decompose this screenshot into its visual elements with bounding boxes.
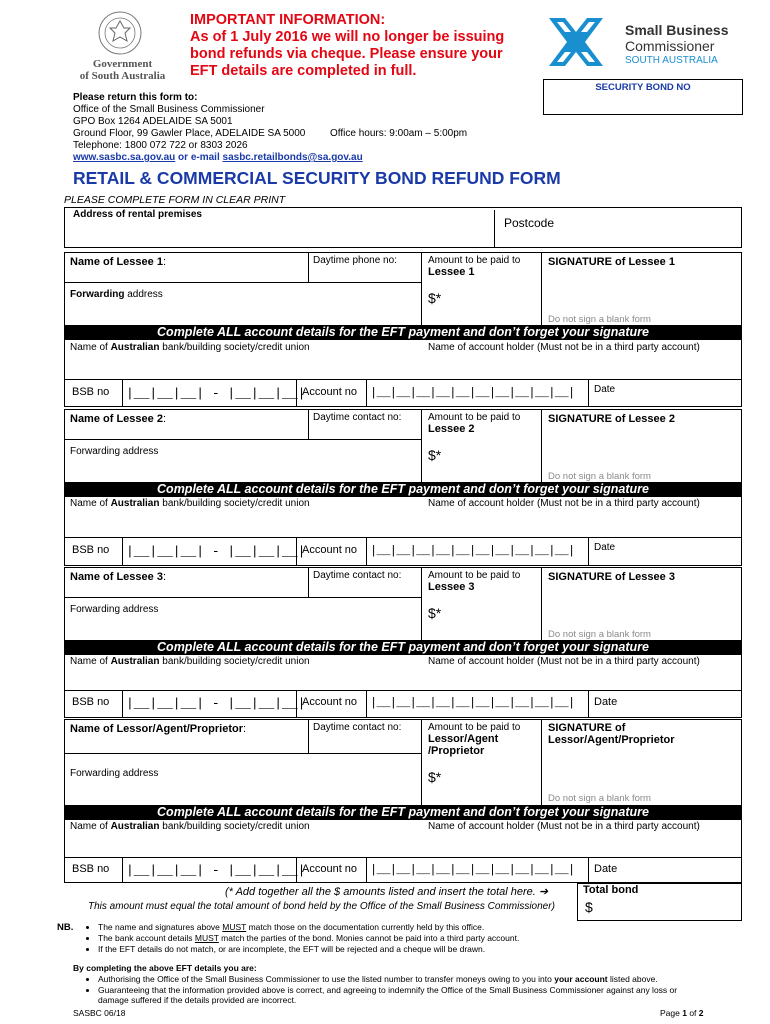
divider (421, 252, 422, 325)
t: MUST (194, 933, 219, 943)
lessor-bsb-label: BSB no (72, 863, 110, 875)
total-note: This amount must equal the total amount of bond held by the Office of the Small Business Commissioner) (88, 901, 555, 912)
lessee1-name-text: Name of Lessee 1 (70, 256, 163, 268)
return-line2: GPO Box 1264 ADELAIDE SA 5001 (73, 116, 233, 127)
consent-item-2: • Guaranteeing that the information provided above is correct, and agreeing to indemnify the Office of the Small Business Commissioner against any loss or damage suffered if the details provided are incorrect. (98, 985, 704, 1006)
government-logo (70, 10, 170, 84)
lessee1-date-label[interactable]: Date (594, 384, 616, 395)
t: Name of (70, 342, 111, 353)
t: of (686, 1008, 699, 1018)
lessee1-holder-label[interactable]: Name of account holder (Must not be in a third party account) (428, 342, 700, 353)
nb-item-3: • If the EFT details do not match, or are incomplete, the EFT will be rejected and a cheque will be drawn. (98, 944, 724, 955)
lessee2-account-field[interactable]: |__|__|__|__|__|__|__|__|__|__| (370, 544, 575, 558)
lessee2-name-label[interactable] (70, 413, 166, 425)
lessee2-blank-warning: Do not sign a blank form (548, 471, 651, 482)
t: bank/building society/credit union (159, 821, 310, 832)
form-title: RETAIL & COMMERCIAL SECURITY BOND REFUND FORM (73, 168, 561, 188)
total-instruction: (* Add together all the $ amounts listed and insert the total here. ➔ (225, 886, 549, 898)
premises-divider (494, 210, 495, 248)
t: Name of (70, 656, 111, 667)
or-email-text: or e-mail (175, 152, 223, 163)
lessee1-amount-field[interactable]: $* (428, 290, 442, 306)
divider (366, 537, 367, 566)
sbc-line3: SOUTH AUSTRALIA (625, 55, 718, 66)
divider (64, 379, 742, 380)
postcode-label: Postcode (504, 216, 555, 230)
lessee3-bank-label[interactable] (70, 656, 310, 667)
important-line3: EFT details are completed in full. (190, 63, 417, 79)
colon: : (162, 413, 166, 425)
office-hours: Office hours: 9:00am – 5:00pm (330, 128, 468, 139)
t: The name and signatures above (98, 922, 223, 932)
lessee1-amount-to: Lessee 1 (428, 266, 475, 278)
lessee3-eft-banner: Complete ALL account details for the EFT payment and don’t forget your signature (64, 640, 742, 655)
return-line1: Office of the Small Business Commissioner (73, 104, 265, 115)
t: 2 (698, 1008, 704, 1018)
lessee1-signature-label[interactable]: SIGNATURE of Lessee 1 (548, 256, 675, 268)
lessee3-date-label[interactable]: Date (594, 696, 618, 708)
divider (122, 537, 123, 566)
t: 1 (682, 1008, 687, 1018)
sbc-logo-icon (545, 14, 607, 70)
important-title: IMPORTANT INFORMATION: (190, 12, 386, 28)
lessee1-account-label: Account no (302, 386, 358, 398)
lessee2-bsb-label: BSB no (72, 544, 110, 556)
lessee3-amount-label: Amount to be paid to (428, 570, 521, 581)
divider (588, 857, 589, 883)
gov-logo-line1: Government (92, 58, 153, 70)
lessee2-amount-to: Lessee 2 (428, 423, 475, 435)
lessee2-forwarding-label[interactable]: Forwarding address (70, 446, 159, 457)
forwarding-rest: address (124, 289, 163, 300)
website-link[interactable]: www.sasbc.sa.gov.au (73, 152, 176, 163)
lessor-amount-label: Amount to be paid to (428, 722, 521, 733)
divider (64, 753, 421, 754)
form-code: SASBC 06/18 (73, 1008, 126, 1018)
seal-icon (96, 10, 144, 56)
lessee2-contact-label[interactable]: Daytime contact no: (313, 412, 402, 423)
lessee2-signature-label[interactable]: SIGNATURE of Lessee 2 (548, 413, 675, 425)
colon: : (162, 571, 166, 583)
lessee2-bank-label[interactable] (70, 498, 310, 509)
total-bond-label: Total bond (583, 884, 639, 896)
t: Australian (110, 498, 160, 509)
email-link[interactable]: sasbc.retailbonds@sa.gov.au (222, 152, 363, 163)
lessor-bsb-field[interactable]: |__|__|__| - |__|__|__| (126, 863, 306, 878)
lessor-forwarding-label[interactable]: Forwarding address (70, 768, 159, 779)
lessor-amount-to-2: /Proprietor (428, 745, 485, 757)
lessee2-name-text: Name of Lessee 2 (70, 413, 163, 425)
divider (122, 690, 123, 718)
divider (64, 597, 421, 598)
lessee2-eft-banner: Complete ALL account details for the EFT payment and don’t forget your signature (64, 482, 742, 497)
important-line1: As of 1 July 2016 we will no longer be issuing (190, 29, 505, 45)
divider (64, 282, 421, 283)
lessee3-amount-to: Lessee 3 (428, 581, 475, 593)
t: match those on the documentation currently held by this office. (246, 922, 485, 932)
lessee3-signature-label[interactable]: SIGNATURE of Lessee 3 (548, 571, 675, 583)
nb-label: NB. (57, 922, 74, 933)
t: Australian (110, 342, 160, 353)
lessor-signature-label-2[interactable]: Lessor/Agent/Proprietor (548, 734, 675, 746)
divider (588, 537, 589, 566)
lessee2-account-label: Account no (302, 544, 358, 556)
lessee3-name-label[interactable] (70, 571, 166, 583)
t: Australian (110, 656, 160, 667)
t: The bank account details (98, 933, 195, 943)
lessee1-phone-label[interactable]: Daytime phone no: (313, 255, 397, 266)
lessee2-date-label[interactable]: Date (594, 542, 616, 553)
lessee1-blank-warning: Do not sign a blank form (548, 314, 651, 325)
return-web-line (73, 152, 363, 163)
lessee2-bsb-field[interactable]: |__|__|__| - |__|__|__| (126, 544, 306, 559)
divider (122, 857, 123, 883)
consent-heading: By completing the above EFT details you are: (73, 963, 257, 973)
colon: : (162, 256, 166, 268)
lessee2-amount-label: Amount to be paid to (428, 412, 521, 423)
t: your account (554, 974, 608, 984)
lessee3-forwarding-label[interactable]: Forwarding address (70, 604, 159, 615)
divider (541, 719, 542, 805)
lessor-name-label[interactable] (70, 723, 246, 735)
lessee3-account-field[interactable]: |__|__|__|__|__|__|__|__|__|__| (370, 696, 575, 710)
t: Authorising the Office of the Small Business Commissioner to use the listed number to transfer moneys owing to you into (98, 974, 555, 984)
lessee3-account-label: Account no (302, 696, 358, 708)
lessee1-account-field[interactable]: |__|__|__|__|__|__|__|__|__|__| (370, 386, 575, 400)
divider (588, 379, 589, 407)
t: bank/building society/credit union (159, 498, 310, 509)
divider (308, 409, 309, 439)
t: bank/building society/credit union (159, 656, 310, 667)
t: MUST (222, 922, 247, 932)
lessor-bank-label[interactable] (70, 821, 310, 832)
lessee3-bsb-label: BSB no (72, 696, 110, 708)
return-heading: Please return this form to: (73, 92, 198, 103)
divider (588, 690, 589, 718)
divider (366, 379, 367, 407)
t: Name of (70, 821, 111, 832)
divider (421, 567, 422, 640)
t: match the parties of the bond. Monies cannot be paid into a third party account. (218, 933, 520, 943)
divider (541, 567, 542, 640)
lessor-name-text: Name of Lessor/Agent/Proprietor (70, 723, 243, 735)
lessor-eft-banner: Complete ALL account details for the EFT payment and don’t forget your signature (64, 805, 742, 820)
sbc-line1: Small Business (625, 22, 729, 38)
gov-logo-line2: of South Australia (79, 70, 166, 82)
page-number (660, 1008, 704, 1018)
divider (64, 690, 742, 691)
divider (308, 567, 309, 597)
t: Australian (110, 821, 160, 832)
lessee3-amount-field[interactable]: $* (428, 605, 442, 621)
return-phone: Telephone: 1800 072 722 or 8303 2026 (73, 140, 248, 151)
lessor-account-label: Account no (302, 863, 358, 875)
divider (64, 857, 742, 858)
lessor-contact-label[interactable]: Daytime contact no: (313, 722, 402, 733)
lessee2-amount-field[interactable]: $* (428, 447, 442, 463)
lessor-date-label[interactable]: Date (594, 863, 618, 875)
lessor-signature-label-1[interactable]: SIGNATURE of (548, 722, 626, 734)
lessee1-bsb-field[interactable]: |__|__|__| - |__|__|__| (126, 386, 306, 401)
divider (421, 409, 422, 482)
lessor-amount-field[interactable]: $* (428, 769, 442, 785)
lessee1-amount-label: Amount to be paid to (428, 255, 521, 266)
lessee3-name-text: Name of Lessee 3 (70, 571, 163, 583)
t: Name of (70, 498, 111, 509)
lessee1-bsb-label: BSB no (72, 386, 110, 398)
divider (122, 379, 123, 407)
lessee2-holder-label[interactable]: Name of account holder (Must not be in a third party account) (428, 498, 700, 509)
lessee1-forwarding-label[interactable] (70, 289, 163, 300)
premises-label: Address of rental premises (73, 209, 202, 220)
clear-print-note: PLEASE COMPLETE FORM IN CLEAR PRINT (64, 194, 286, 206)
consent-list (84, 974, 704, 1006)
colon: : (242, 723, 247, 735)
divider (64, 537, 742, 538)
nb-item-1 (98, 922, 724, 933)
lessor-holder-label[interactable]: Name of account holder (Must not be in a third party account) (428, 821, 700, 832)
sbc-logo (545, 14, 745, 74)
consent-item-1 (98, 974, 704, 985)
divider (541, 252, 542, 325)
security-bond-no-label: SECURITY BOND NO (595, 82, 691, 93)
divider (366, 857, 367, 883)
return-line3: Ground Floor, 99 Gawler Place, ADELAIDE SA 5000 (73, 128, 306, 139)
lessee3-bsb-field[interactable]: |__|__|__| - |__|__|__| (126, 696, 306, 711)
total-bond-dollar[interactable]: $ (585, 899, 593, 915)
forwarding-bold: Forwarding (70, 289, 125, 300)
sbc-line2: Commissioner (625, 38, 715, 54)
divider (366, 690, 367, 718)
divider (308, 252, 309, 282)
lessee1-name-label[interactable] (70, 256, 166, 268)
divider (64, 439, 421, 440)
nb-item-2 (98, 933, 724, 944)
lessee3-holder-label[interactable]: Name of account holder (Must not be in a third party account) (428, 656, 700, 667)
nb-list (84, 922, 724, 955)
lessee3-contact-label[interactable]: Daytime contact no: (313, 570, 402, 581)
divider (308, 719, 309, 753)
lessor-blank-warning: Do not sign a blank form (548, 793, 651, 804)
lessee1-eft-banner: Complete ALL account details for the EFT payment and don’t forget your signature (64, 325, 742, 340)
t: Page (660, 1008, 683, 1018)
divider (421, 719, 422, 805)
divider (541, 409, 542, 482)
lessor-account-field[interactable]: |__|__|__|__|__|__|__|__|__|__| (370, 863, 575, 877)
t: bank/building society/credit union (159, 342, 310, 353)
important-line2: bond refunds via cheque. Please ensure your (190, 46, 503, 62)
lessee3-blank-warning: Do not sign a blank form (548, 629, 651, 640)
lessor-amount-to-1: Lessor/Agent (428, 733, 499, 745)
t: listed above. (607, 974, 658, 984)
lessee1-bank-label[interactable] (70, 342, 310, 353)
